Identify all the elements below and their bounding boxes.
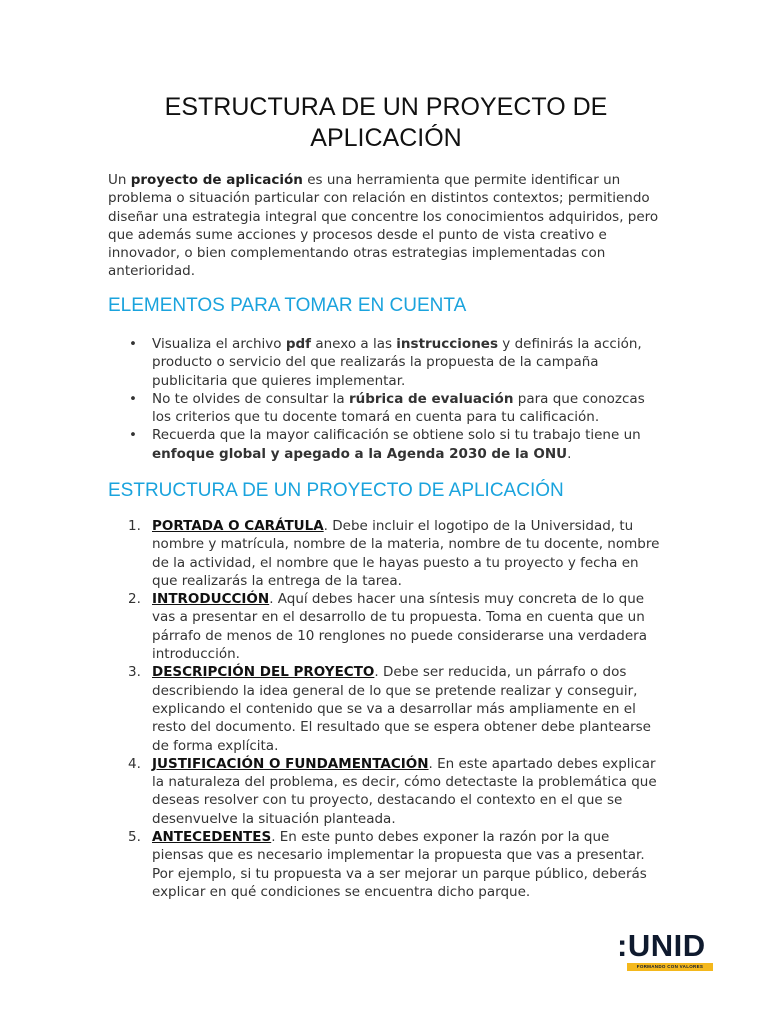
list-item xyxy=(108,335,664,390)
list-item xyxy=(108,390,664,427)
bullet-text: y definirás la acción, producto o servicio del que realizarás la propuesta de la campaña publicitaria que quieres implementar. xyxy=(152,336,642,389)
item-term: DESCRIPCIÓN DEL PROYECTO xyxy=(152,664,375,681)
intro-post: es una herramienta que permite identificar un problema o situación particular con relación en distintos contextos; permitiendo diseñar una estrategia integral que concentre los conocimientos adquiridos, pero que además sume acciones y procesos desde el punto de vista creativo e innovador, o bien complementando otras estrategias implementadas con anterioridad. xyxy=(108,172,659,280)
intro-pre: Un xyxy=(108,172,131,188)
estructura-list xyxy=(108,517,664,901)
bullet-bold: rúbrica de evaluación xyxy=(348,390,514,407)
list-item xyxy=(108,426,664,463)
item-number: 2. xyxy=(128,591,141,608)
unid-logo xyxy=(617,930,713,972)
title-line-2: APLICACIÓN xyxy=(310,124,462,152)
list-item xyxy=(108,517,664,590)
bullet-bold: instrucciones xyxy=(396,336,499,352)
list-item xyxy=(108,755,664,828)
intro-paragraph xyxy=(108,171,664,281)
intro-bold: proyecto de aplicación xyxy=(130,172,303,188)
item-text: . Debe ser reducida, un párrafo o dos describiendo la idea general de lo que se pretende realizar y conseguir, explicando el contenido que se va a desarrollar más ampliamente en el resto del documento. El resultado que se espera obtener debe plantearse de forma explícita. xyxy=(152,664,651,754)
item-number: 5. xyxy=(128,829,141,846)
bullet-bold: enfoque global y apegado a la Agenda 2030 de la ONU xyxy=(152,445,568,462)
bullet-text: para que conozcas los criterios que tu docente tomará en cuenta para tu calificación. xyxy=(152,390,645,426)
list-item xyxy=(108,590,664,663)
item-text: . Aquí debes hacer una síntesis muy concreta de lo que vas a presentar en el desarrollo de tu propuesta. Toma en cuenta que un párrafo de menos de 10 renglones no puede considerarse una verdadera introducción. xyxy=(152,591,647,663)
bullet-text: No te olvides de consultar la xyxy=(152,390,349,407)
item-term: INTRODUCCIÓN xyxy=(152,591,270,608)
logo-wordmark: :UNID xyxy=(617,928,706,963)
list-item xyxy=(108,828,664,901)
bullet-text: . xyxy=(567,445,572,462)
document-title xyxy=(108,92,664,154)
item-term: ANTECEDENTES xyxy=(152,829,272,846)
title-line-1: ESTRUCTURA DE UN PROYECTO DE xyxy=(164,93,608,121)
bullet-text: anexo a las xyxy=(311,336,397,352)
elementos-list xyxy=(108,335,664,463)
item-number: 3. xyxy=(128,664,141,681)
item-term: PORTADA O CARÁTULA xyxy=(152,518,324,534)
bullet-bold: pdf xyxy=(285,336,312,352)
item-text: . En este punto debes exponer la razón por la que piensas que es necesario implementar la propuesta que vas a presentar. Por ejemplo, si tu propuesta va a ser mejorar un parque público, deberás explicar en qué condiciones se encuentra dicho parque. xyxy=(152,829,647,900)
section-heading-elementos: ELEMENTOS PARA TOMAR EN CUENTA xyxy=(108,295,467,316)
item-term: JUSTIFICACIÓN O FUNDAMENTACIÓN xyxy=(152,755,429,772)
item-number: 4. xyxy=(128,755,141,772)
list-item xyxy=(108,663,664,754)
bullet-text: Visualiza el archivo xyxy=(152,336,286,352)
item-text: . En este apartado debes explicar la naturaleza del problema, es decir, cómo detectaste la problemática que deseas resolver con tu proyecto, destacando el contexto en el que se desenvuelve la situación planteada. xyxy=(152,755,657,827)
section-heading-estructura: ESTRUCTURA DE UN PROYECTO DE APLICACIÓN xyxy=(108,480,564,501)
item-number: 1. xyxy=(128,518,141,534)
bullet-text: Recuerda que la mayor calificación se obtiene solo si tu trabajo tiene un xyxy=(152,427,641,444)
item-text: . Debe incluir el logotipo de la Universidad, tu nombre y matrícula, nombre de la materia, nombre de tu docente, nombre de la actividad, el nombre que le hayas puesto a tu proyecto y fecha en que realizarás la entrega de la tarea. xyxy=(152,518,660,589)
logo-tagline: FORMANDO CON VALORES xyxy=(636,964,704,969)
